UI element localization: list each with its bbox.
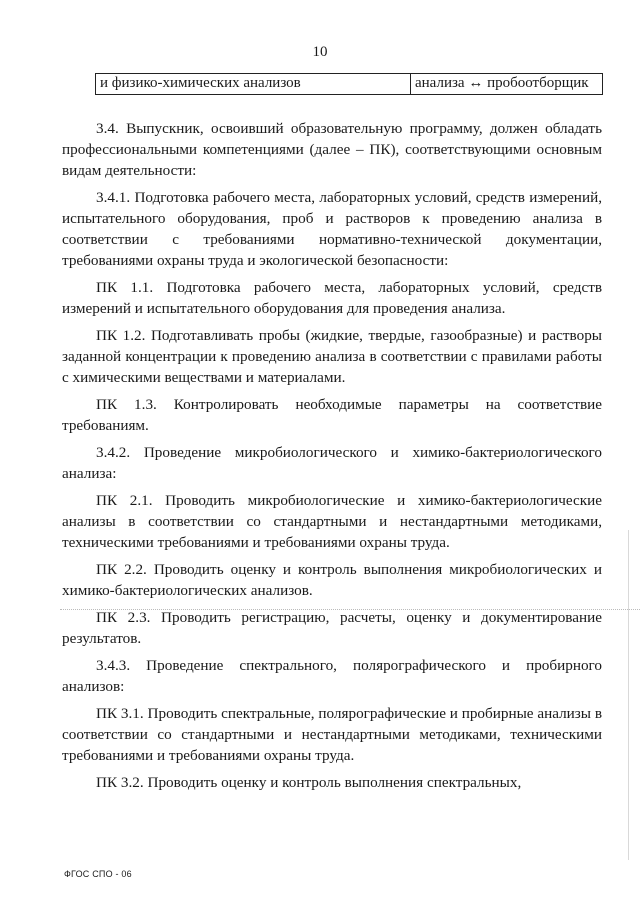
paragraph-pk-1-1: ПК 1.1. Подготовка рабочего места, лабораторных условий, средств измерений и испытательного оборудования для проведения анализа. [62, 279, 602, 317]
document-body [62, 118, 602, 793]
paragraph-pk-2-1: ПК 2.1. Проводить микробиологические и химико-бактериологические анализы в соответствии со стандартными и нестандартными методиками, техническими требованиями и требованиями охраны труда. [62, 492, 602, 551]
paragraph-pk-1-3: ПК 1.3. Контролировать необходимые параметры на соответствие требованиям. [62, 396, 602, 434]
paragraph-pk-1-2: ПК 1.2. Подготавливать пробы (жидкие, твердые, газообразные) и растворы заданной концентрации к проведению анализа в соответствии с правилами работы с химическими веществами и материалами. [62, 327, 602, 386]
header-table-row [95, 73, 603, 95]
paragraph-3-4-1: 3.4.1. Подготовка рабочего места, лабораторных условий, средств измерений, испытательного оборудования, проб и растворов к проведению анализа в соответствии с требованиями нормативно-технической документации, требованиями охраны труда и экологической безопасности: [62, 189, 602, 269]
header-table-left-cell: и физико-химических анализов [96, 74, 411, 94]
header-table-right-cell: анализа ↔ пробоотборщик [415, 75, 589, 91]
paragraph-3-4-3: 3.4.3. Проведение спектрального, полярографического и пробирного анализов: [62, 657, 602, 695]
paragraph-pk-3-1: ПК 3.1. Проводить спектральные, полярографические и пробирные анализы в соответствии со стандартными и нестандартными методиками, техническими требованиями и требованиями охраны труда. [62, 705, 602, 764]
scan-edge-line [628, 530, 629, 860]
footer-code: ФГОС СПО - 06 [64, 869, 132, 879]
paragraph-pk-2-3: ПК 2.3. Проводить регистрацию, расчеты, оценку и документирование результатов. [62, 609, 602, 647]
paragraph-pk-3-2: ПК 3.2. Проводить оценку и контроль выполнения спектральных, [96, 774, 522, 791]
paragraph-pk-2-2: ПК 2.2. Проводить оценку и контроль выполнения микробиологических и химико-бактериологических анализов. [62, 561, 602, 599]
page-number: 10 [312, 44, 328, 60]
paragraph-3-4: 3.4. Выпускник, освоивший образовательную программу, должен обладать профессиональными компетенциями (далее – ПК), соответствующими основным видам деятельности: [62, 120, 602, 179]
paragraph-3-4-2: 3.4.2. Проведение микробиологического и химико-бактериологического анализа: [62, 444, 602, 482]
scan-artifact-line [60, 609, 640, 611]
